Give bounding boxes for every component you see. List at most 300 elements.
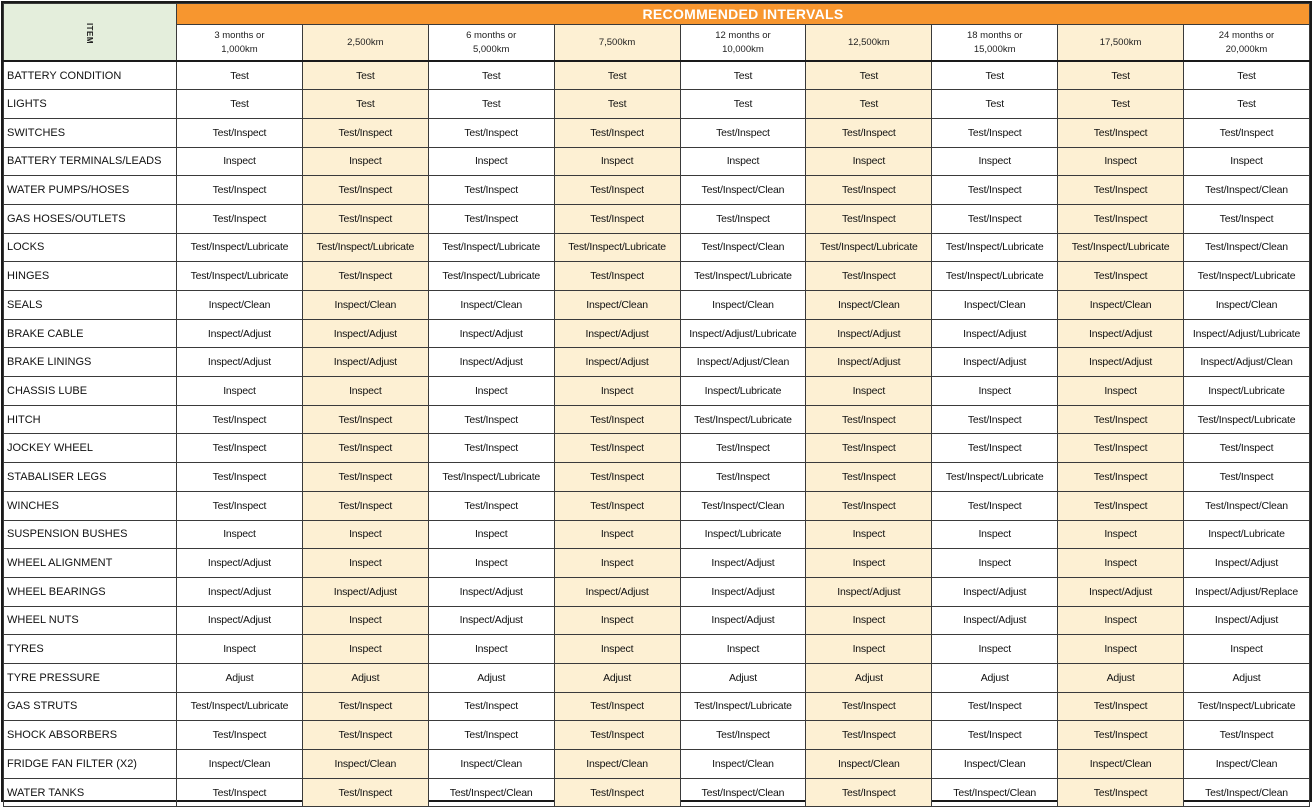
item-column-header xyxy=(4,4,177,62)
interval-cell: Inspect xyxy=(302,520,428,549)
interval-cell: Test/Inspect xyxy=(302,405,428,434)
interval-cell: Test/Inspect xyxy=(806,721,932,750)
interval-line2: 15,000km xyxy=(973,43,1016,55)
interval-cell: Test/Inspect xyxy=(554,778,680,807)
interval-cell: Test xyxy=(1184,61,1310,90)
interval-cell: Inspect xyxy=(806,606,932,635)
interval-cell: Test/Inspect/Lubricate xyxy=(1184,692,1310,721)
row-item-label: SUSPENSION BUSHES xyxy=(4,520,177,549)
row-item-label: WHEEL ALIGNMENT xyxy=(4,549,177,578)
interval-line1: 6 months or xyxy=(466,29,517,41)
interval-cell: Test/Inspect xyxy=(932,405,1058,434)
interval-cell: Test/Inspect xyxy=(302,118,428,147)
interval-column-header xyxy=(302,25,428,62)
interval-cell: Inspect/Adjust/Clean xyxy=(680,348,806,377)
interval-cell: Inspect/Clean xyxy=(554,291,680,320)
interval-cell: Test/Inspect xyxy=(1058,262,1184,291)
interval-cell: Inspect xyxy=(554,606,680,635)
interval-cell: Inspect/Lubricate xyxy=(1184,377,1310,406)
interval-cell: Test xyxy=(554,61,680,90)
interval-cell: Inspect xyxy=(554,147,680,176)
row-item-label: BRAKE CABLE xyxy=(4,319,177,348)
interval-cell: Inspect xyxy=(428,520,554,549)
interval-cell: Inspect/Adjust xyxy=(554,319,680,348)
interval-cell: Test/Inspect xyxy=(932,692,1058,721)
interval-cell: Test/Inspect/Lubricate xyxy=(680,692,806,721)
interval-cell: Test/Inspect xyxy=(177,463,303,492)
interval-cell: Inspect xyxy=(177,377,303,406)
interval-cell: Test xyxy=(932,61,1058,90)
interval-cell: Test/Inspect xyxy=(302,692,428,721)
interval-cell: Test/Inspect xyxy=(680,463,806,492)
interval-column-header xyxy=(932,25,1058,62)
interval-cell: Inspect xyxy=(680,635,806,664)
interval-cell: Test/Inspect xyxy=(806,405,932,434)
interval-cell: Inspect xyxy=(302,606,428,635)
row-item-label: CHASSIS LUBE xyxy=(4,377,177,406)
row-item-label: BATTERY CONDITION xyxy=(4,61,177,90)
interval-cell: Inspect/Adjust xyxy=(806,348,932,377)
interval-column-header xyxy=(1058,25,1184,62)
interval-cell: Test/Inspect xyxy=(1058,463,1184,492)
table-row xyxy=(4,147,1310,176)
interval-cell: Inspect xyxy=(932,549,1058,578)
interval-cell: Inspect/Adjust xyxy=(680,549,806,578)
interval-cell: Test/Inspect xyxy=(428,721,554,750)
table-row xyxy=(4,692,1310,721)
interval-cell: Test/Inspect/Clean xyxy=(1184,491,1310,520)
row-item-label: BRAKE LININGS xyxy=(4,348,177,377)
table-row xyxy=(4,405,1310,434)
interval-cell: Test/Inspect xyxy=(806,692,932,721)
interval-cell: Test/Inspect/Lubricate xyxy=(428,262,554,291)
table-row xyxy=(4,663,1310,692)
interval-cell: Test xyxy=(1058,61,1184,90)
row-item-label: HINGES xyxy=(4,262,177,291)
interval-cell: Test/Inspect xyxy=(1184,721,1310,750)
interval-cell: Inspect xyxy=(806,549,932,578)
interval-cell: Inspect xyxy=(1058,520,1184,549)
interval-cell: Test/Inspect xyxy=(554,405,680,434)
interval-cell: Inspect/Clean xyxy=(932,750,1058,779)
interval-cell: Test/Inspect xyxy=(806,118,932,147)
table-row xyxy=(4,778,1310,807)
interval-cell: Test/Inspect xyxy=(554,118,680,147)
interval-cell: Inspect/Adjust xyxy=(428,319,554,348)
row-item-label: FRIDGE FAN FILTER (X2) xyxy=(4,750,177,779)
interval-cell: Test/Inspect/Clean xyxy=(680,778,806,807)
maintenance-schedule-sheet xyxy=(1,1,1312,802)
interval-cell: Inspect xyxy=(554,377,680,406)
interval-cell: Test/Inspect xyxy=(428,176,554,205)
interval-cell: Test/Inspect/Lubricate xyxy=(554,233,680,262)
interval-cell: Inspect/Clean xyxy=(1184,291,1310,320)
interval-cell: Adjust xyxy=(1184,663,1310,692)
interval-cell: Inspect/Adjust xyxy=(932,348,1058,377)
interval-line2: 10,000km xyxy=(722,43,764,55)
interval-cell: Test/Inspect xyxy=(932,721,1058,750)
interval-cell: Inspect xyxy=(1058,147,1184,176)
interval-cell: Test/Inspect xyxy=(428,692,554,721)
interval-cell: Test xyxy=(806,90,932,119)
interval-cell: Inspect/Adjust xyxy=(177,577,303,606)
interval-cell: Inspect/Clean xyxy=(428,291,554,320)
table-row xyxy=(4,233,1310,262)
row-item-label: TYRES xyxy=(4,635,177,664)
interval-cell: Inspect xyxy=(680,147,806,176)
interval-cell: Inspect/Adjust xyxy=(1184,606,1310,635)
table-row xyxy=(4,635,1310,664)
interval-cell: Inspect xyxy=(428,549,554,578)
interval-cell: Test xyxy=(302,61,428,90)
interval-cell: Inspect/Adjust xyxy=(680,577,806,606)
interval-line1: 12 months or xyxy=(715,29,771,41)
table-body xyxy=(4,61,1310,807)
interval-cell: Test/Inspect xyxy=(1058,491,1184,520)
interval-cell: Test/Inspect xyxy=(177,434,303,463)
row-item-label: SEALS xyxy=(4,291,177,320)
table-row xyxy=(4,549,1310,578)
table-row xyxy=(4,118,1310,147)
interval-cell: Inspect/Adjust xyxy=(1058,348,1184,377)
row-item-label: TYRE PRESSURE xyxy=(4,663,177,692)
interval-cell: Test/Inspect xyxy=(1058,778,1184,807)
interval-cell: Adjust xyxy=(932,663,1058,692)
table-row xyxy=(4,577,1310,606)
interval-cell: Inspect/Adjust/Replace xyxy=(1184,577,1310,606)
table-row xyxy=(4,606,1310,635)
interval-cell: Test xyxy=(428,61,554,90)
row-item-label: WHEEL BEARINGS xyxy=(4,577,177,606)
interval-cell: Inspect xyxy=(932,635,1058,664)
interval-cell: Adjust xyxy=(1058,663,1184,692)
interval-cell: Test/Inspect/Lubricate xyxy=(932,463,1058,492)
interval-cell: Inspect xyxy=(302,635,428,664)
interval-cell: Adjust xyxy=(806,663,932,692)
interval-cell: Inspect xyxy=(806,635,932,664)
interval-line2: 5,000km xyxy=(472,43,510,55)
interval-cell: Test/Inspect/Lubricate xyxy=(177,262,303,291)
interval-cell: Test/Inspect xyxy=(177,204,303,233)
interval-line1: 18 months or xyxy=(966,29,1023,41)
table-row xyxy=(4,319,1310,348)
row-item-label: JOCKEY WHEEL xyxy=(4,434,177,463)
interval-cell: Test/Inspect xyxy=(806,176,932,205)
interval-cell: Inspect/Adjust/Lubricate xyxy=(680,319,806,348)
interval-cell: Test/Inspect xyxy=(806,778,932,807)
interval-line1: 3 months or xyxy=(214,29,265,41)
interval-cell: Inspect/Adjust xyxy=(1184,549,1310,578)
interval-cell: Inspect/Adjust xyxy=(428,606,554,635)
interval-cell: Test/Inspect xyxy=(1184,463,1310,492)
interval-cell: Inspect/Clean xyxy=(177,750,303,779)
interval-cell: Inspect xyxy=(428,147,554,176)
interval-cell: Inspect xyxy=(177,520,303,549)
interval-column-header xyxy=(177,25,303,62)
interval-cell: Test/Inspect/Lubricate xyxy=(177,692,303,721)
interval-cell: Inspect/Adjust xyxy=(932,319,1058,348)
row-item-label: HITCH xyxy=(4,405,177,434)
interval-cell: Test/Inspect xyxy=(1184,118,1310,147)
interval-cell: Inspect xyxy=(1058,549,1184,578)
interval-cell: Test xyxy=(428,90,554,119)
interval-cell: Test/Inspect xyxy=(302,434,428,463)
interval-cell: Inspect/Adjust xyxy=(806,319,932,348)
interval-cell: Test/Inspect/Lubricate xyxy=(177,233,303,262)
table-row xyxy=(4,204,1310,233)
row-item-label: WATER PUMPS/HOSES xyxy=(4,176,177,205)
interval-cell: Test/Inspect/Lubricate xyxy=(680,405,806,434)
interval-cell: Inspect/Adjust xyxy=(932,606,1058,635)
interval-cell: Inspect/Lubricate xyxy=(1184,520,1310,549)
interval-cell: Test/Inspect xyxy=(428,491,554,520)
interval-cell: Inspect/Clean xyxy=(680,291,806,320)
interval-cell: Inspect/Adjust xyxy=(554,577,680,606)
row-item-label: GAS STRUTS xyxy=(4,692,177,721)
interval-cell: Test/Inspect/Clean xyxy=(680,491,806,520)
maintenance-schedule-table xyxy=(3,3,1310,807)
table-row xyxy=(4,176,1310,205)
interval-column-header xyxy=(680,25,806,62)
interval-cell: Test xyxy=(177,61,303,90)
interval-cell: Test xyxy=(554,90,680,119)
interval-cell: Test/Inspect xyxy=(554,721,680,750)
interval-cell: Test xyxy=(1184,90,1310,119)
interval-cell: Inspect/Lubricate xyxy=(680,520,806,549)
interval-cell: Test/Inspect xyxy=(1058,204,1184,233)
table-row xyxy=(4,262,1310,291)
interval-cell: Test/Inspect/Clean xyxy=(680,176,806,205)
interval-cell: Test/Inspect xyxy=(680,118,806,147)
row-item-label: BATTERY TERMINALS/LEADS xyxy=(4,147,177,176)
interval-cell: Test/Inspect xyxy=(302,721,428,750)
row-item-label: LOCKS xyxy=(4,233,177,262)
interval-cell: Inspect/Adjust xyxy=(1058,577,1184,606)
table-row xyxy=(4,520,1310,549)
row-item-label: WINCHES xyxy=(4,491,177,520)
interval-line2: 1,000km xyxy=(221,43,258,55)
header-banner-row xyxy=(4,4,1310,25)
interval-cell: Test/Inspect/Lubricate xyxy=(428,233,554,262)
interval-cell: Test/Inspect xyxy=(1058,405,1184,434)
interval-cell: Inspect xyxy=(554,635,680,664)
interval-cell: Test/Inspect xyxy=(554,463,680,492)
interval-cell: Adjust xyxy=(302,663,428,692)
interval-cell: Test/Inspect xyxy=(177,778,303,807)
table-row xyxy=(4,721,1310,750)
interval-cell: Inspect xyxy=(177,635,303,664)
interval-cell: Test/Inspect/Lubricate xyxy=(932,233,1058,262)
interval-cell: Adjust xyxy=(680,663,806,692)
interval-cell: Test/Inspect xyxy=(554,434,680,463)
interval-cell: Test/Inspect xyxy=(428,405,554,434)
interval-cell: Test/Inspect xyxy=(932,204,1058,233)
table-row xyxy=(4,348,1310,377)
interval-cell: Inspect/Adjust xyxy=(680,606,806,635)
interval-cell: Test/Inspect xyxy=(177,721,303,750)
interval-cell: Test/Inspect xyxy=(680,721,806,750)
interval-cell: Test xyxy=(680,61,806,90)
recommended-intervals-banner: RECOMMENDED INTERVALS xyxy=(177,4,1310,25)
interval-cell: Test/Inspect xyxy=(177,491,303,520)
interval-cell: Test/Inspect xyxy=(932,118,1058,147)
row-item-label: STABALISER LEGS xyxy=(4,463,177,492)
interval-cell: Inspect/Adjust xyxy=(428,577,554,606)
interval-cell: Inspect xyxy=(1184,147,1310,176)
interval-cell: Test/Inspect xyxy=(428,204,554,233)
interval-cell: Test/Inspect xyxy=(554,491,680,520)
interval-cell: Inspect xyxy=(428,377,554,406)
interval-cell: Test/Inspect xyxy=(932,176,1058,205)
interval-cell: Test/Inspect/Lubricate xyxy=(932,262,1058,291)
interval-cell: Test/Inspect xyxy=(1058,118,1184,147)
item-header-label: ITEM xyxy=(85,22,95,45)
interval-cell: Inspect/Adjust xyxy=(177,348,303,377)
interval-cell: Test/Inspect xyxy=(1058,721,1184,750)
interval-cell: Inspect xyxy=(932,520,1058,549)
interval-header-row xyxy=(4,25,1310,62)
interval-cell: Test/Inspect xyxy=(806,204,932,233)
interval-cell: Inspect xyxy=(428,635,554,664)
interval-cell: Test/Inspect xyxy=(806,434,932,463)
interval-cell: Inspect xyxy=(1058,635,1184,664)
interval-cell: Test/Inspect xyxy=(806,491,932,520)
interval-cell: Inspect/Adjust xyxy=(302,577,428,606)
row-item-label: SHOCK ABSORBERS xyxy=(4,721,177,750)
interval-cell: Adjust xyxy=(554,663,680,692)
table-row xyxy=(4,291,1310,320)
interval-cell: Test/Inspect xyxy=(806,262,932,291)
table-row xyxy=(4,463,1310,492)
interval-cell: Test/Inspect/Lubricate xyxy=(680,262,806,291)
interval-cell: Inspect xyxy=(302,147,428,176)
table-row xyxy=(4,90,1310,119)
interval-cell: Test/Inspect/Lubricate xyxy=(1184,405,1310,434)
interval-cell: Test/Inspect/Lubricate xyxy=(1058,233,1184,262)
interval-cell: Test/Inspect xyxy=(680,434,806,463)
interval-cell: Inspect/Clean xyxy=(806,291,932,320)
interval-cell: Test/Inspect/Lubricate xyxy=(1184,262,1310,291)
interval-cell: Test/Inspect xyxy=(554,262,680,291)
interval-cell: Inspect/Adjust xyxy=(1058,319,1184,348)
interval-cell: Test xyxy=(680,90,806,119)
row-item-label: SWITCHES xyxy=(4,118,177,147)
interval-column-header xyxy=(428,25,554,62)
interval-cell: Inspect/Adjust xyxy=(177,606,303,635)
interval-column-header xyxy=(554,25,680,62)
interval-line1: 17,500km xyxy=(1099,36,1142,48)
interval-cell: Inspect xyxy=(1058,377,1184,406)
table-row xyxy=(4,377,1310,406)
interval-cell: Inspect xyxy=(177,147,303,176)
interval-cell: Inspect/Clean xyxy=(1058,750,1184,779)
table-row xyxy=(4,750,1310,779)
interval-cell: Inspect/Adjust xyxy=(177,549,303,578)
interval-cell: Inspect/Adjust xyxy=(302,348,428,377)
interval-cell: Test/Inspect xyxy=(1184,434,1310,463)
interval-cell: Test/Inspect/Clean xyxy=(680,233,806,262)
interval-cell: Test/Inspect/Clean xyxy=(1184,778,1310,807)
row-item-label: WATER TANKS xyxy=(4,778,177,807)
interval-cell: Test/Inspect xyxy=(806,463,932,492)
interval-cell: Inspect/Clean xyxy=(302,291,428,320)
interval-cell: Inspect/Clean xyxy=(554,750,680,779)
interval-cell: Test/Inspect xyxy=(302,491,428,520)
interval-cell: Inspect/Lubricate xyxy=(680,377,806,406)
interval-cell: Test xyxy=(302,90,428,119)
interval-cell: Test/Inspect xyxy=(177,176,303,205)
table-row xyxy=(4,61,1310,90)
interval-cell: Test/Inspect/Clean xyxy=(428,778,554,807)
interval-cell: Test xyxy=(806,61,932,90)
interval-cell: Inspect xyxy=(302,549,428,578)
table-row xyxy=(4,434,1310,463)
interval-cell: Test/Inspect xyxy=(1058,176,1184,205)
interval-cell: Inspect/Clean xyxy=(428,750,554,779)
interval-cell: Inspect/Adjust xyxy=(806,577,932,606)
interval-cell: Inspect/Adjust/Lubricate xyxy=(1184,319,1310,348)
interval-cell: Adjust xyxy=(177,663,303,692)
interval-cell: Test/Inspect xyxy=(932,491,1058,520)
interval-cell: Inspect xyxy=(806,520,932,549)
interval-cell: Test/Inspect xyxy=(428,118,554,147)
interval-cell: Inspect/Clean xyxy=(680,750,806,779)
interval-cell: Inspect xyxy=(554,549,680,578)
interval-cell: Inspect xyxy=(1058,606,1184,635)
interval-cell: Inspect xyxy=(554,520,680,549)
interval-cell: Test/Inspect xyxy=(302,778,428,807)
interval-cell: Inspect/Adjust/Clean xyxy=(1184,348,1310,377)
table-row xyxy=(4,491,1310,520)
interval-cell: Test/Inspect xyxy=(177,405,303,434)
interval-cell: Adjust xyxy=(428,663,554,692)
interval-cell: Inspect/Adjust xyxy=(932,577,1058,606)
interval-cell: Inspect/Adjust xyxy=(428,348,554,377)
interval-cell: Test/Inspect/Clean xyxy=(1184,176,1310,205)
interval-cell: Inspect/Clean xyxy=(1184,750,1310,779)
interval-cell: Inspect xyxy=(932,377,1058,406)
interval-line1: 7,500km xyxy=(598,36,636,48)
interval-cell: Inspect xyxy=(1184,635,1310,664)
interval-cell: Test/Inspect xyxy=(554,176,680,205)
interval-cell: Test/Inspect/Clean xyxy=(932,778,1058,807)
interval-cell: Inspect/Clean xyxy=(177,291,303,320)
interval-cell: Test/Inspect xyxy=(302,262,428,291)
interval-cell: Test/Inspect/Lubricate xyxy=(806,233,932,262)
interval-cell: Inspect xyxy=(932,147,1058,176)
interval-cell: Inspect/Adjust xyxy=(177,319,303,348)
interval-cell: Test/Inspect/Lubricate xyxy=(302,233,428,262)
row-item-label: GAS HOSES/OUTLETS xyxy=(4,204,177,233)
interval-cell: Test/Inspect xyxy=(428,434,554,463)
interval-cell: Test/Inspect xyxy=(302,463,428,492)
row-item-label: WHEEL NUTS xyxy=(4,606,177,635)
interval-cell: Test/Inspect xyxy=(554,204,680,233)
interval-cell: Test/Inspect xyxy=(302,176,428,205)
interval-cell: Test/Inspect xyxy=(1058,434,1184,463)
interval-cell: Inspect/Clean xyxy=(1058,291,1184,320)
interval-cell: Test/Inspect xyxy=(1184,204,1310,233)
interval-cell: Test/Inspect/Clean xyxy=(1184,233,1310,262)
interval-line2: 20,000km xyxy=(1225,43,1268,55)
interval-cell: Test xyxy=(177,90,303,119)
interval-column-header xyxy=(1184,25,1310,62)
interval-cell: Inspect/Clean xyxy=(302,750,428,779)
interval-cell: Test/Inspect xyxy=(554,692,680,721)
row-item-label: LIGHTS xyxy=(4,90,177,119)
interval-cell: Inspect/Clean xyxy=(806,750,932,779)
interval-cell: Inspect/Clean xyxy=(932,291,1058,320)
